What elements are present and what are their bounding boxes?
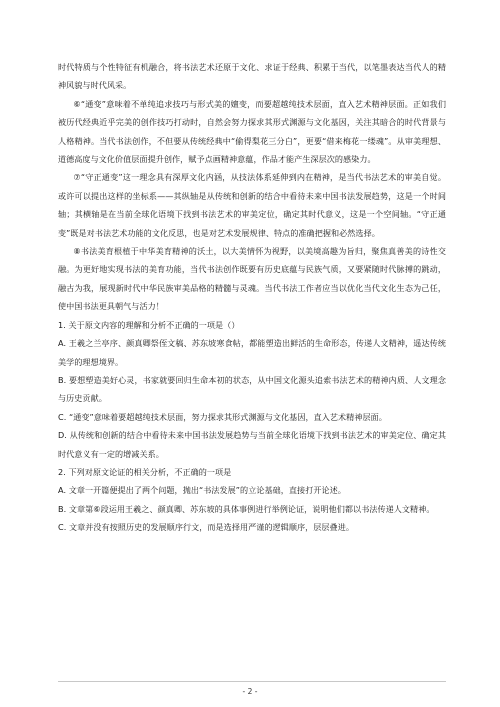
question-2-option-c: C. 文章并没有按照历史的发展顺序行文，而是选择用严谨的逻辑顺序，层层叠进。 <box>58 522 354 533</box>
question-1-option-d: D. 从传统和创新的结合中看待未来中国书法发展趋势与当前全球化语境下找到书法艺术的审美定位、确定其时代意义有一定的增减关系。 <box>58 430 446 459</box>
question-2-option-a: A. 文章一开篇便提出了两个问题，抛出“书法发展”的立论基础，直接打开论述。 <box>58 485 346 496</box>
question-2-stem: 2. 下列对原文论证的相关分析，不正确的一项是 <box>58 466 232 477</box>
question-1-option-b: B. 要想塑造美好心灵，书家就要回归生命本初的状态，从中国文化源头追索书法艺术的精神内质、人文理念与历史贡献。 <box>58 374 446 404</box>
footer-rule <box>58 681 446 682</box>
paragraph-7: ⑦“守正通变”这一理念具有深厚文化内涵，从技法体系延伸到内在精神，是当代书法艺术的审美自觉。或许可以提出这样的坐标系——其纵轴是从传统和创新的结合中看待未来中国书法发展趋势，这是一个时间轴；其横轴是在当前全球化语境下找到书法艺术的审美定位，确定其时代意义，这是一个空间轴。“守正通变”既是对书法艺术功能的文化反思，也是对艺术发展规律、特点的准确把握和必然选择。 <box>58 172 446 238</box>
question-1-option-c: C. “通变”意味着要超越纯技术层面，努力探求其形式渊源与文化基因，直入艺术精神层面。 <box>58 411 387 422</box>
question-1-option-a: A. 王羲之兰亭序、颜真卿祭侄文稿、苏东坡寒食帖，都能塑造出鲜活的生命形态，传递人文精神，遥达传统美学的理想境界。 <box>58 338 446 367</box>
question-1-stem: 1. 关于原文内容的理解和分析不正确的一项是（） <box>58 319 240 330</box>
question-2-option-b: B. 文章第⑥段运用王羲之、颜真卿、苏东坡的具体事例进行举例论证，说明他们都以书法传递人文精神。 <box>58 503 435 514</box>
page-number: - 2 - <box>242 687 258 696</box>
page-content <box>58 58 446 537</box>
paragraph-continuation: 时代特质与个性特征有机融合，将书法艺术还原于文化、求证于经典、积累于当代，以笔墨表达当代人的精神风貌与时代风采。 <box>58 62 446 91</box>
paragraph-6: ⑥“通变”意味着不单纯追求技巧与形式美的嬗变，而要超越纯技术层面，直入艺术精神层面。正如我们被历代经典近乎完美的创作技巧打动时，自然会努力探求其形式渊源与文化基因，关注其暗合的时代背景与人格精神。当代书法创作，不但要从传统经典中“偷得梨花三分白”，更要“借来梅花一缕魂”。从审美理想、道德高度与文化价值层面提升创作，赋予点画精神意蕴，作品才能产生深层次的感染力。 <box>58 98 446 165</box>
paragraph-8: ⑧书法美育根植于中华美育精神的沃土，以大美情怀为视野，以美境高趣为旨归，聚焦真善美的诗性交融。为更好地实现书法的美育功能，当代书法创作既要有历史底蕴与民族气质，又要紧随时代脉搏的跳动，融古为我，展现新时代中华民族审美品格的精髓与灵魂。当代书法工作者应当以优化当代文化生态为己任，使中国书法更具朝气与活力！ <box>58 246 446 312</box>
